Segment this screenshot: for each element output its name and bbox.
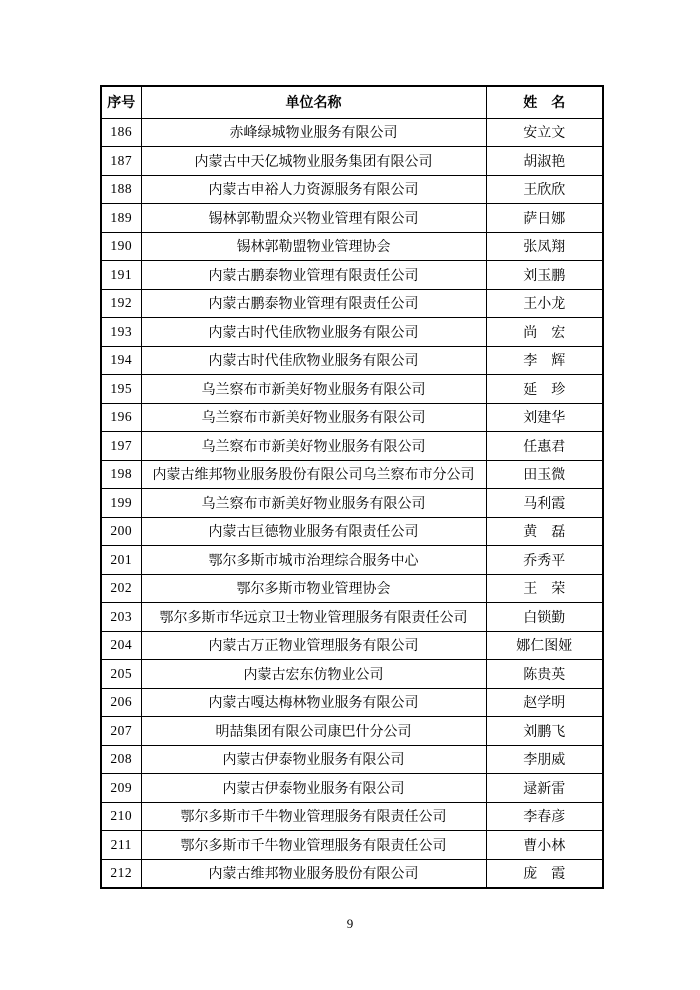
person-name-cell: 庞 霞	[486, 859, 603, 888]
organization-cell: 内蒙古维邦物业服务股份有限公司	[141, 859, 486, 888]
person-name-cell: 赵学明	[486, 688, 603, 717]
serial-number-cell: 189	[101, 204, 141, 233]
serial-number-cell: 191	[101, 261, 141, 290]
serial-number-cell: 196	[101, 403, 141, 432]
serial-number-cell: 193	[101, 318, 141, 347]
serial-number-cell: 205	[101, 660, 141, 689]
serial-number-cell: 208	[101, 745, 141, 774]
table-row	[101, 489, 603, 518]
table-row	[101, 346, 603, 375]
table-row	[101, 204, 603, 233]
person-name-cell: 尚 宏	[486, 318, 603, 347]
person-name-cell: 刘建华	[486, 403, 603, 432]
table-row	[101, 517, 603, 546]
organization-cell: 内蒙古万正物业管理服务有限公司	[141, 631, 486, 660]
organization-cell: 鄂尔多斯市城市治理综合服务中心	[141, 546, 486, 575]
table-row	[101, 660, 603, 689]
serial-number-cell: 212	[101, 859, 141, 888]
table-body	[101, 118, 603, 888]
table-row	[101, 603, 603, 632]
table-row	[101, 688, 603, 717]
organization-cell: 鄂尔多斯市物业管理协会	[141, 574, 486, 603]
person-name-cell: 陈贵英	[486, 660, 603, 689]
organization-cell: 鄂尔多斯市千牛物业管理服务有限责任公司	[141, 831, 486, 860]
serial-number-cell: 198	[101, 460, 141, 489]
serial-number-cell: 192	[101, 289, 141, 318]
person-name-cell: 王欣欣	[486, 175, 603, 204]
person-name-cell: 王小龙	[486, 289, 603, 318]
table-row	[101, 745, 603, 774]
person-name-cell: 萨日娜	[486, 204, 603, 233]
table-header-row	[101, 86, 603, 118]
person-name-cell: 曹小林	[486, 831, 603, 860]
serial-number-cell: 199	[101, 489, 141, 518]
organization-cell: 内蒙古中天亿城物业服务集团有限公司	[141, 147, 486, 176]
roster-table	[100, 85, 604, 889]
serial-number-cell: 188	[101, 175, 141, 204]
header-organization-name: 单位名称	[141, 86, 486, 118]
organization-cell: 内蒙古鹏泰物业管理有限责任公司	[141, 261, 486, 290]
serial-number-cell: 187	[101, 147, 141, 176]
table-row	[101, 574, 603, 603]
person-name-cell: 逯新雷	[486, 774, 603, 803]
table-row	[101, 859, 603, 888]
organization-cell: 内蒙古鹏泰物业管理有限责任公司	[141, 289, 486, 318]
organization-cell: 内蒙古维邦物业服务股份有限公司乌兰察布市分公司	[141, 460, 486, 489]
serial-number-cell: 206	[101, 688, 141, 717]
organization-cell: 内蒙古伊泰物业服务有限公司	[141, 745, 486, 774]
person-name-cell: 任惠君	[486, 432, 603, 461]
person-name-cell: 李朋威	[486, 745, 603, 774]
table-row	[101, 261, 603, 290]
person-name-cell: 马利霞	[486, 489, 603, 518]
person-name-cell: 李 辉	[486, 346, 603, 375]
person-name-cell: 安立文	[486, 118, 603, 147]
serial-number-cell: 200	[101, 517, 141, 546]
serial-number-cell: 194	[101, 346, 141, 375]
person-name-cell: 李春彦	[486, 802, 603, 831]
serial-number-cell: 195	[101, 375, 141, 404]
organization-cell: 内蒙古巨德物业服务有限责任公司	[141, 517, 486, 546]
table-row	[101, 318, 603, 347]
organization-cell: 乌兰察布市新美好物业服务有限公司	[141, 403, 486, 432]
person-name-cell: 黄 磊	[486, 517, 603, 546]
page-number: 9	[346, 916, 354, 931]
table-row	[101, 232, 603, 261]
organization-cell: 鄂尔多斯市千牛物业管理服务有限责任公司	[141, 802, 486, 831]
table-row	[101, 375, 603, 404]
serial-number-cell: 202	[101, 574, 141, 603]
person-name-cell: 张凤翔	[486, 232, 603, 261]
organization-cell: 内蒙古时代佳欣物业服务有限公司	[141, 346, 486, 375]
person-name-cell: 王 荣	[486, 574, 603, 603]
serial-number-cell: 211	[101, 831, 141, 860]
table-row	[101, 289, 603, 318]
table-row	[101, 774, 603, 803]
table-row	[101, 717, 603, 746]
serial-number-cell: 207	[101, 717, 141, 746]
person-name-cell: 胡淑艳	[486, 147, 603, 176]
serial-number-cell: 190	[101, 232, 141, 261]
serial-number-cell: 201	[101, 546, 141, 575]
organization-cell: 鄂尔多斯市华远京卫士物业管理服务有限责任公司	[141, 603, 486, 632]
organization-cell: 乌兰察布市新美好物业服务有限公司	[141, 489, 486, 518]
table-row	[101, 175, 603, 204]
person-name-cell: 刘鹏飞	[486, 717, 603, 746]
serial-number-cell: 197	[101, 432, 141, 461]
organization-cell: 乌兰察布市新美好物业服务有限公司	[141, 432, 486, 461]
organization-cell: 内蒙古时代佳欣物业服务有限公司	[141, 318, 486, 347]
serial-number-cell: 186	[101, 118, 141, 147]
person-name-cell: 乔秀平	[486, 546, 603, 575]
organization-cell: 锡林郭勒盟众兴物业管理有限公司	[141, 204, 486, 233]
person-name-cell: 延 珍	[486, 375, 603, 404]
table-row	[101, 631, 603, 660]
serial-number-cell: 204	[101, 631, 141, 660]
organization-cell: 乌兰察布市新美好物业服务有限公司	[141, 375, 486, 404]
table-row	[101, 118, 603, 147]
serial-number-cell: 209	[101, 774, 141, 803]
organization-cell: 赤峰绿城物业服务有限公司	[141, 118, 486, 147]
table-row	[101, 432, 603, 461]
organization-cell: 锡林郭勒盟物业管理协会	[141, 232, 486, 261]
table-row	[101, 802, 603, 831]
serial-number-cell: 203	[101, 603, 141, 632]
organization-cell: 内蒙古宏东仿物业公司	[141, 660, 486, 689]
table-row	[101, 403, 603, 432]
organization-cell: 内蒙古申裕人力资源服务有限公司	[141, 175, 486, 204]
person-name-cell: 娜仁图娅	[486, 631, 603, 660]
organization-cell: 内蒙古嘎达梅林物业服务有限公司	[141, 688, 486, 717]
table-row	[101, 147, 603, 176]
table-row	[101, 546, 603, 575]
header-person-name: 姓 名	[486, 86, 603, 118]
header-serial-number: 序号	[101, 86, 141, 118]
organization-cell: 内蒙古伊泰物业服务有限公司	[141, 774, 486, 803]
serial-number-cell: 210	[101, 802, 141, 831]
table-row	[101, 831, 603, 860]
organization-cell: 明喆集团有限公司康巴什分公司	[141, 717, 486, 746]
person-name-cell: 刘玉鹏	[486, 261, 603, 290]
table-row	[101, 460, 603, 489]
person-name-cell: 田玉微	[486, 460, 603, 489]
person-name-cell: 白锁勤	[486, 603, 603, 632]
